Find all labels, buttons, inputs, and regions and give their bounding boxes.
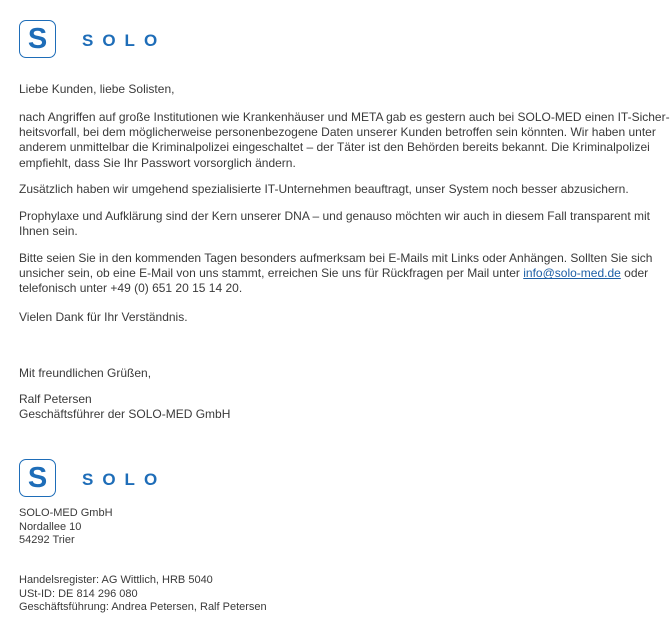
footer-logo xyxy=(19,459,167,499)
paragraph-thanks xyxy=(19,310,624,325)
paragraph-incident xyxy=(19,110,670,171)
address-line: SOLO-MED GmbH xyxy=(19,507,113,519)
paragraph-caution xyxy=(19,251,653,297)
text-line: Zusätzlich haben wir umgehend spezialisierte IT-Unternehmen beauftragt, unser System noch besser abzusichern. xyxy=(19,182,629,196)
text-line: Prophylaxe und Aufklärung sind der Kern unserer DNA – und genauso möchten wir auch in diesem Fall transparent mit xyxy=(19,209,651,223)
closing-text: Mit freundlichen Grüßen, xyxy=(19,366,152,380)
signature-title: Geschäftsführer der SOLO-MED GmbH xyxy=(19,407,231,422)
signature-name: Ralf Petersen xyxy=(19,392,92,406)
text-line: anderem unmittelbar die Kriminalpolizei eingeschaltet – der Täter ist den Behörden bereits bekannt. Die Kriminalpolizei xyxy=(19,140,650,155)
closing xyxy=(19,366,624,381)
signature xyxy=(19,392,624,422)
text-line: Vielen Dank für Ihr Verständnis. xyxy=(19,310,188,324)
text-segment: unsicher sein, ob eine E-Mail von uns stammt, erreichen Sie uns für Rückfragen per Mail unter xyxy=(19,266,524,281)
address-line: 54292 Trier xyxy=(19,534,75,546)
paragraph-transparency xyxy=(19,209,651,239)
text-line: heitsvorfall, bei dem möglicherweise personenbezogene Daten unserer Kunden betroffen sein könnten. Wir haben unter xyxy=(19,125,656,140)
address-line: Nordallee 10 xyxy=(19,520,82,533)
greeting xyxy=(19,82,624,97)
legal-line: Geschäftsführung: Andrea Petersen, Ralf Petersen xyxy=(19,601,267,613)
email-link[interactable]: info@solo-med.de xyxy=(523,266,621,281)
text-line: empfiehlt, dass Sie Ihr Passwort vorsorglich ändern. xyxy=(19,155,296,170)
text-line: Ihnen sein. xyxy=(19,224,78,239)
legal-line: USt-ID: DE 814 296 080 xyxy=(19,587,138,600)
logo-wordmark: SOLO xyxy=(82,31,167,50)
logo-wordmark: SOLO xyxy=(82,470,167,489)
text-segment: oder xyxy=(620,266,649,281)
greeting-text: Liebe Kunden, liebe Solisten, xyxy=(19,82,175,96)
text-line: nach Angriffen auf große Institutionen wie Krankenhäuser und META gab es gestern auch bei SOLO-MED einen IT-Sicher- xyxy=(19,110,670,124)
company-address xyxy=(19,507,624,548)
legal-info xyxy=(19,574,624,615)
text-line xyxy=(19,266,649,281)
text-line: telefonisch unter +49 (0) 651 20 15 14 20. xyxy=(19,281,243,296)
legal-line: Handelsregister: AG Wittlich, HRB 5040 xyxy=(19,574,213,586)
paragraph-measures xyxy=(19,182,629,197)
header-logo xyxy=(19,20,167,60)
logo-letter: S xyxy=(27,462,48,494)
text-line: Bitte seien Sie in den kommenden Tagen besonders aufmerksam bei E-Mails mit Links oder Anhängen. Sollten Sie sich xyxy=(19,251,653,265)
logo-letter: S xyxy=(27,23,48,55)
